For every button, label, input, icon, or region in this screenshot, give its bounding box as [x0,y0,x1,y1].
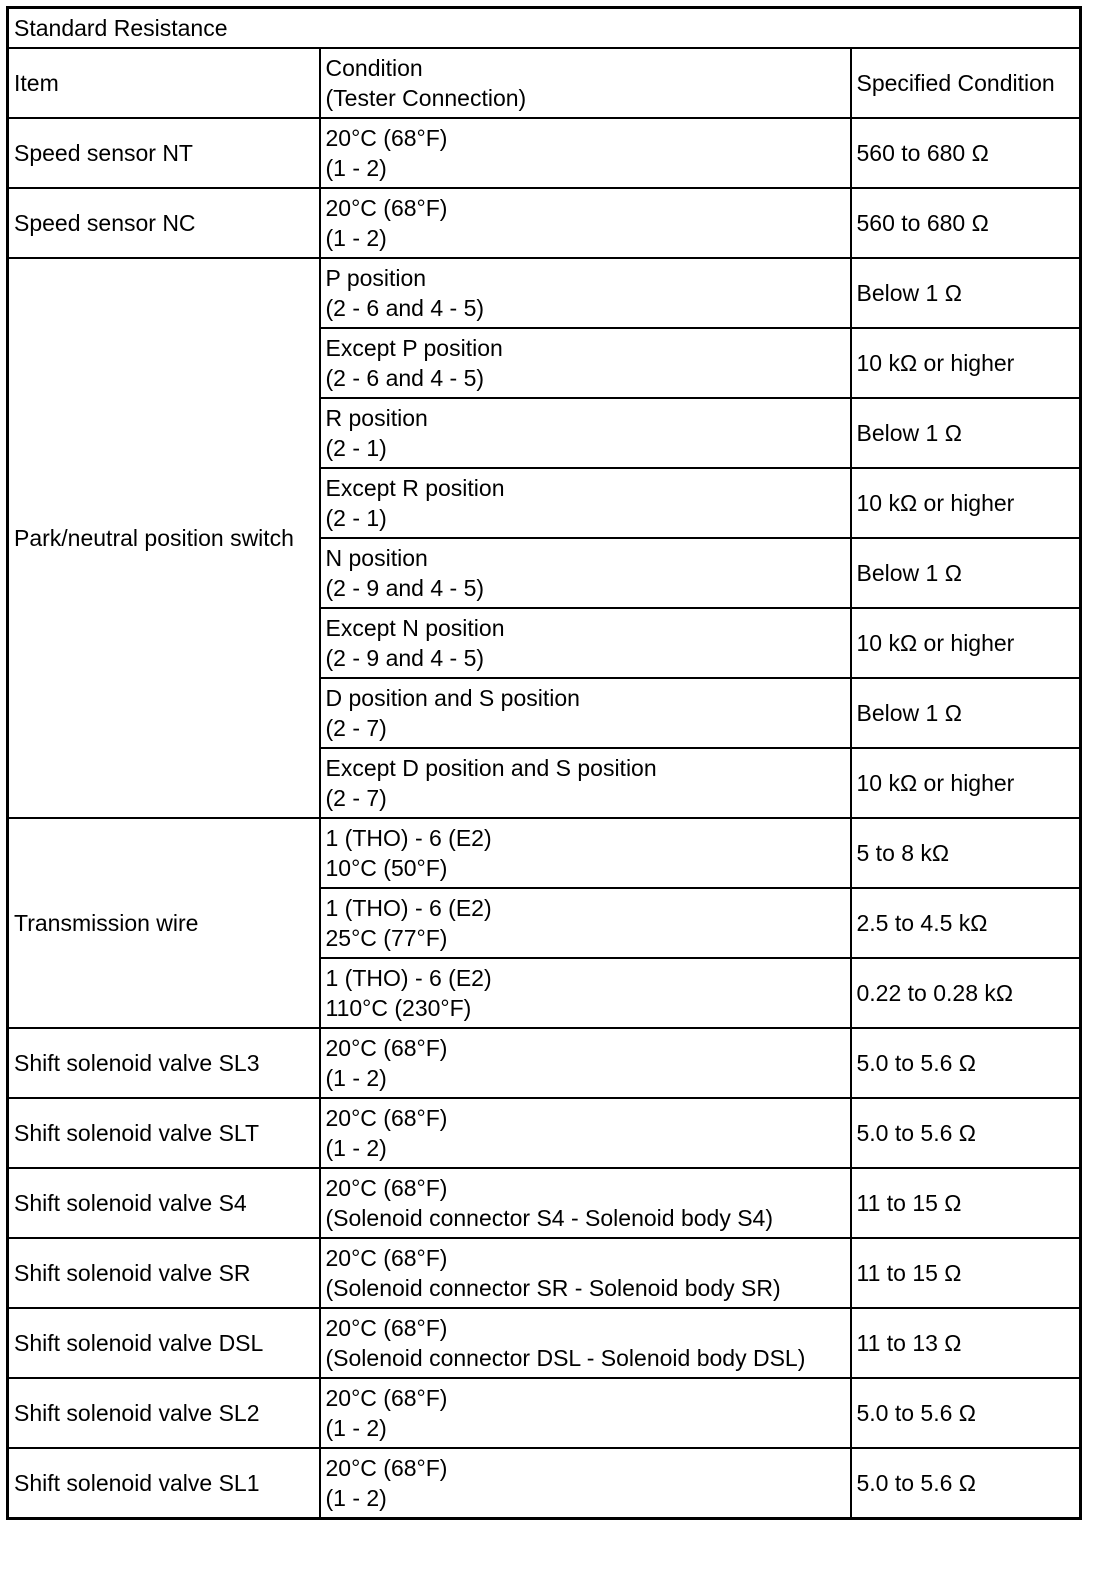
table-row [8,1448,1081,1519]
condition-line-2: (2 - 9 and 4 - 5) [325,575,485,601]
condition-cell [320,888,851,958]
condition-line-2: 25°C (77°F) [325,925,448,951]
condition-cell [320,468,851,538]
table-row [8,1238,1081,1308]
condition-line-2: (2 - 6 and 4 - 5) [325,295,485,321]
condition-line-2: (1 - 2) [325,225,387,251]
item-cell: Speed sensor NT [8,118,320,188]
table-row [8,188,1081,258]
condition-cell [320,958,851,1028]
condition-cell [320,1028,851,1098]
specified-condition-cell: 11 to 15 Ω [851,1238,1081,1308]
table-title: Standard Resistance [8,8,1081,49]
condition-cell [320,1168,851,1238]
condition-line-2: (Solenoid connector S4 - Solenoid body S4) [325,1205,774,1231]
condition-cell [320,678,851,748]
condition-cell [320,118,851,188]
specified-condition-cell: 10 kΩ or higher [851,608,1081,678]
item-cell: Shift solenoid valve SL1 [8,1448,320,1519]
item-cell: Speed sensor NC [8,188,320,258]
condition-line-1: 20°C (68°F) [325,1105,448,1131]
condition-line-2: (Solenoid connector DSL - Solenoid body DSL) [325,1345,806,1371]
condition-cell [320,818,851,888]
standard-resistance-table [6,6,1082,1520]
condition-cell [320,398,851,468]
condition-line-2: 110°C (230°F) [325,995,472,1021]
specified-condition-cell: 11 to 13 Ω [851,1308,1081,1378]
condition-line-2: (1 - 2) [325,155,387,181]
condition-cell [320,1238,851,1308]
table-row [8,258,1081,328]
condition-line-2: (1 - 2) [325,1135,387,1161]
condition-line-2: (2 - 7) [325,715,387,741]
condition-line-1: N position [325,545,428,571]
table-row [8,1028,1081,1098]
specified-condition-cell: 5.0 to 5.6 Ω [851,1378,1081,1448]
condition-cell [320,1378,851,1448]
condition-line-1: 1 (THO) - 6 (E2) [325,965,492,991]
condition-line-1: Except D position and S position [325,755,657,781]
condition-line-1: 20°C (68°F) [325,195,448,221]
specified-condition-cell: 560 to 680 Ω [851,118,1081,188]
condition-line-2: (2 - 1) [325,435,387,461]
table-row [8,1308,1081,1378]
table-row [8,1378,1081,1448]
condition-line-1: 20°C (68°F) [325,1315,448,1341]
condition-cell [320,328,851,398]
header-specified-condition: Specified Condition [851,48,1081,118]
condition-line-2: (1 - 2) [325,1415,387,1441]
specified-condition-cell: 5 to 8 kΩ [851,818,1081,888]
condition-line-1: R position [325,405,428,431]
condition-cell [320,1098,851,1168]
condition-line-1: 20°C (68°F) [325,1175,448,1201]
specified-condition-cell: Below 1 Ω [851,398,1081,468]
condition-cell [320,258,851,328]
condition-line-1: 20°C (68°F) [325,1455,448,1481]
condition-line-2: 10°C (50°F) [325,855,448,881]
condition-cell [320,608,851,678]
condition-line-1: 1 (THO) - 6 (E2) [325,895,492,921]
condition-line-1: P position [325,265,427,291]
specified-condition-cell: 0.22 to 0.28 kΩ [851,958,1081,1028]
condition-line-2: (1 - 2) [325,1065,387,1091]
condition-line-2: (1 - 2) [325,1485,387,1511]
table-row [8,118,1081,188]
specified-condition-cell: Below 1 Ω [851,538,1081,608]
condition-line-2: (2 - 6 and 4 - 5) [325,365,485,391]
condition-line-1: Except N position [325,615,505,641]
item-cell: Shift solenoid valve DSL [8,1308,320,1378]
specified-condition-cell: 5.0 to 5.6 Ω [851,1098,1081,1168]
specified-condition-cell: 560 to 680 Ω [851,188,1081,258]
specified-condition-cell: Below 1 Ω [851,678,1081,748]
item-cell: Shift solenoid valve SLT [8,1098,320,1168]
header-item: Item [8,48,320,118]
item-cell: Shift solenoid valve S4 [8,1168,320,1238]
specified-condition-cell: 10 kΩ or higher [851,328,1081,398]
item-cell: Transmission wire [8,818,320,1028]
item-cell: Shift solenoid valve SL2 [8,1378,320,1448]
specified-condition-cell: 2.5 to 4.5 kΩ [851,888,1081,958]
condition-line-1: 20°C (68°F) [325,1245,448,1271]
condition-line-1: Except R position [325,475,505,501]
table-row [8,1168,1081,1238]
item-cell: Park/neutral position switch [8,258,320,818]
specified-condition-cell: 11 to 15 Ω [851,1168,1081,1238]
specified-condition-cell: Below 1 Ω [851,258,1081,328]
condition-line-1: D position and S position [325,685,580,711]
condition-cell [320,538,851,608]
condition-line-2: (2 - 1) [325,505,387,531]
table-row [8,1098,1081,1168]
condition-line-2: (2 - 9 and 4 - 5) [325,645,485,671]
condition-cell [320,748,851,818]
specified-condition-cell: 10 kΩ or higher [851,468,1081,538]
condition-cell [320,1308,851,1378]
header-condition-line2: (Tester Connection) [325,85,527,111]
condition-line-1: 1 (THO) - 6 (E2) [325,825,492,851]
condition-line-1: 20°C (68°F) [325,1035,448,1061]
condition-cell [320,1448,851,1519]
specified-condition-cell: 5.0 to 5.6 Ω [851,1448,1081,1519]
condition-line-2: (2 - 7) [325,785,387,811]
item-cell: Shift solenoid valve SR [8,1238,320,1308]
header-condition [320,48,851,118]
header-condition-line1: Condition [325,55,423,81]
specified-condition-cell: 10 kΩ or higher [851,748,1081,818]
table-row [8,818,1081,888]
table-header-row [8,48,1081,118]
condition-line-1: 20°C (68°F) [325,125,448,151]
specified-condition-cell: 5.0 to 5.6 Ω [851,1028,1081,1098]
table-title-row [8,8,1081,49]
condition-cell [320,188,851,258]
condition-line-1: 20°C (68°F) [325,1385,448,1411]
condition-line-2: (Solenoid connector SR - Solenoid body SR) [325,1275,781,1301]
item-cell: Shift solenoid valve SL3 [8,1028,320,1098]
condition-line-1: Except P position [325,335,503,361]
